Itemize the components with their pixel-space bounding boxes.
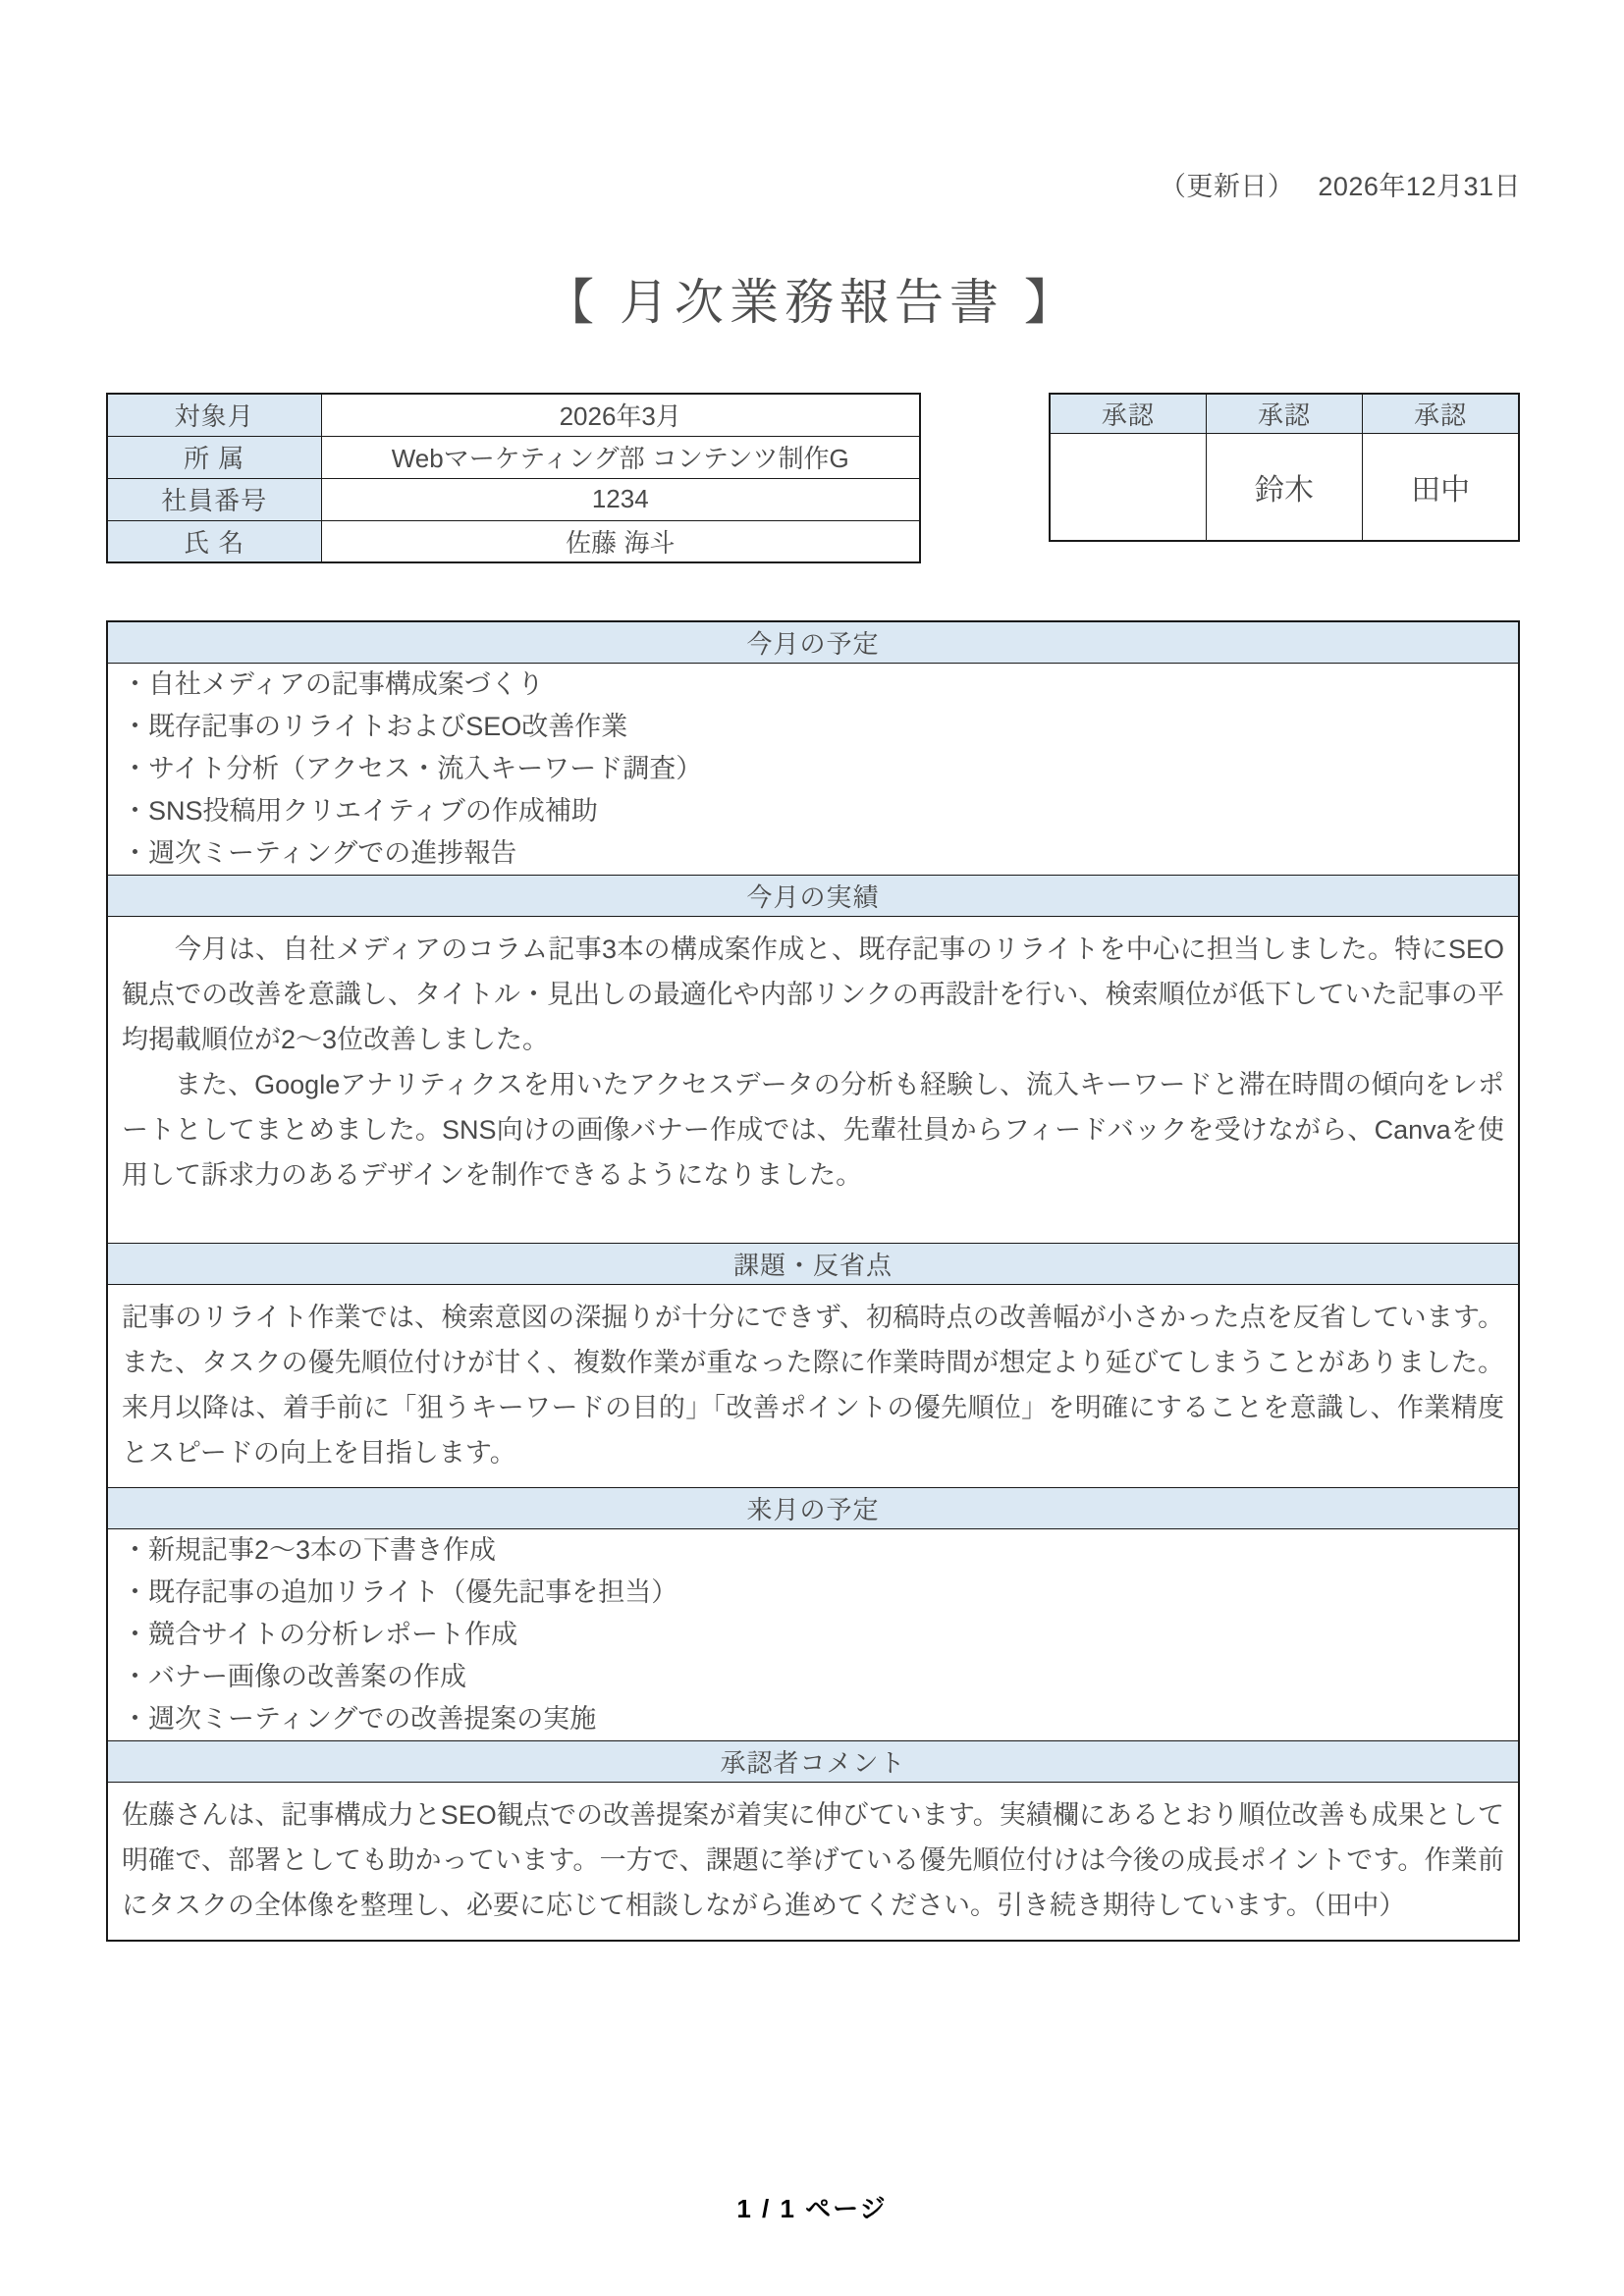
list-item: ・既存記事のリライトおよびSEO改善作業 bbox=[122, 712, 628, 741]
section-heading-text: 承認者コメント bbox=[107, 1741, 1519, 1783]
list-item: ・競合サイトの分析レポート作成 bbox=[122, 1620, 518, 1649]
section-body-results-this-month bbox=[107, 917, 1519, 1244]
meta-tables bbox=[106, 393, 1520, 563]
list-item: ・バナー画像の改善案の作成 bbox=[122, 1662, 466, 1691]
section-header-plan-next-month bbox=[107, 1488, 1519, 1529]
table-row bbox=[107, 520, 920, 562]
plan-this-month-list bbox=[108, 664, 1518, 875]
update-date-value: 2026年12月31日 bbox=[1318, 172, 1521, 201]
page-footer: 1 / 1 ページ bbox=[736, 2194, 888, 2223]
section-body-issues bbox=[107, 1285, 1519, 1488]
section-heading-text: 課題・反省点 bbox=[107, 1244, 1519, 1285]
list-item: ・既存記事の追加リライト（優先記事を担当） bbox=[122, 1577, 678, 1607]
update-date-line bbox=[1160, 165, 1521, 203]
approval-stamp-2: 鈴木 bbox=[1206, 434, 1362, 541]
section-heading-text: 今月の実績 bbox=[107, 876, 1519, 917]
table-row bbox=[1050, 434, 1519, 541]
info-value-employee-number: 1234 bbox=[321, 478, 920, 520]
report-body-table bbox=[106, 620, 1520, 1942]
list-item: ・自社メディアの記事構成案づくり bbox=[122, 669, 544, 699]
info-value-department: Webマーケティング部 コンテンツ制作G bbox=[321, 436, 920, 478]
section-body-plan-next-month bbox=[107, 1529, 1519, 1741]
issues-text bbox=[108, 1285, 1518, 1487]
section-header-plan-this-month bbox=[107, 621, 1519, 664]
list-item: ・週次ミーティングでの改善提案の実施 bbox=[122, 1704, 597, 1734]
list-item: ・新規記事2〜3本の下書き作成 bbox=[122, 1535, 497, 1565]
section-heading-text: 今月の予定 bbox=[107, 621, 1519, 664]
table-row bbox=[107, 394, 920, 436]
list-item: ・SNS投稿用クリエイティブの作成補助 bbox=[122, 796, 598, 826]
results-this-month-text bbox=[108, 917, 1518, 1243]
info-label-department: 所 属 bbox=[107, 436, 321, 478]
info-label-name: 氏 名 bbox=[107, 520, 321, 562]
section-body-approver-comment bbox=[107, 1783, 1519, 1942]
section-header-results-this-month bbox=[107, 876, 1519, 917]
section-heading-text: 来月の予定 bbox=[107, 1488, 1519, 1529]
approval-header-2: 承認 bbox=[1206, 394, 1362, 434]
list-item: ・週次ミーティングでの進捗報告 bbox=[122, 838, 517, 868]
info-label-employee-number: 社員番号 bbox=[107, 478, 321, 520]
info-label-target-month: 対象月 bbox=[107, 394, 321, 436]
approver-comment-text bbox=[108, 1783, 1518, 1940]
paragraph: 今月は、自社メディアのコラム記事3本の構成案作成と、既存記事のリライトを中心に担当しました。特にSEO観点での改善を意識し、タイトル・見出しの最適化や内部リンクの再設計を行い、検索順位が低下していた記事の平均掲載順位が2〜3位改善しました。 bbox=[122, 934, 1504, 1054]
approval-stamp-3: 田中 bbox=[1363, 434, 1519, 541]
approval-stamp-table bbox=[1049, 393, 1520, 542]
section-header-approver-comment bbox=[107, 1741, 1519, 1783]
info-value-name: 佐藤 海斗 bbox=[321, 520, 920, 562]
approval-header-1: 承認 bbox=[1050, 394, 1206, 434]
update-date-label: （更新日） bbox=[1159, 172, 1295, 201]
list-item: ・サイト分析（アクセス・流入キーワード調査） bbox=[122, 754, 703, 783]
approval-stamp-1 bbox=[1050, 434, 1206, 541]
table-row bbox=[1050, 394, 1519, 434]
table-row bbox=[107, 436, 920, 478]
page-title: 【 月次業務報告書 】 bbox=[545, 275, 1079, 330]
section-header-issues bbox=[107, 1244, 1519, 1285]
table-row bbox=[107, 478, 920, 520]
paragraph: また、Googleアナリティクスを用いたアクセスデータの分析も経験し、流入キーワードと滞在時間の傾向をレポートとしてまとめました。SNS向けの画像バナー作成では、先輩社員からフィードバックを受けながら、Canvaを使用して訴求力のあるデザインを制作できるようになりました。 bbox=[122, 1070, 1504, 1190]
approval-header-3: 承認 bbox=[1363, 394, 1519, 434]
employee-info-table bbox=[106, 393, 921, 563]
paragraph: 佐藤さんは、記事構成力とSEO観点での改善提案が着実に伸びています。実績欄にあるとおり順位改善も成果として明確で、部署としても助かっています。一方で、課題に挙げている優先順位付けは今後の成長ポイントです。作業前にタスクの全体像を整理し、必要に応じて相談しながら進めてください。引き続き期待しています。（田中） bbox=[122, 1800, 1504, 1920]
paragraph: 記事のリライト作業では、検索意図の深掘りが十分にできず、初稿時点の改善幅が小さかった点を反省しています。また、タスクの優先順位付けが甘く、複数作業が重なった際に作業時間が想定より延びてしまうことがありました。来月以降は、着手前に「狙うキーワードの目的」「改善ポイントの優先順位」を明確にすることを意識し、作業精度とスピードの向上を目指します。 bbox=[122, 1303, 1504, 1468]
info-value-target-month: 2026年3月 bbox=[321, 394, 920, 436]
section-body-plan-this-month bbox=[107, 664, 1519, 876]
plan-next-month-list bbox=[108, 1529, 1518, 1740]
